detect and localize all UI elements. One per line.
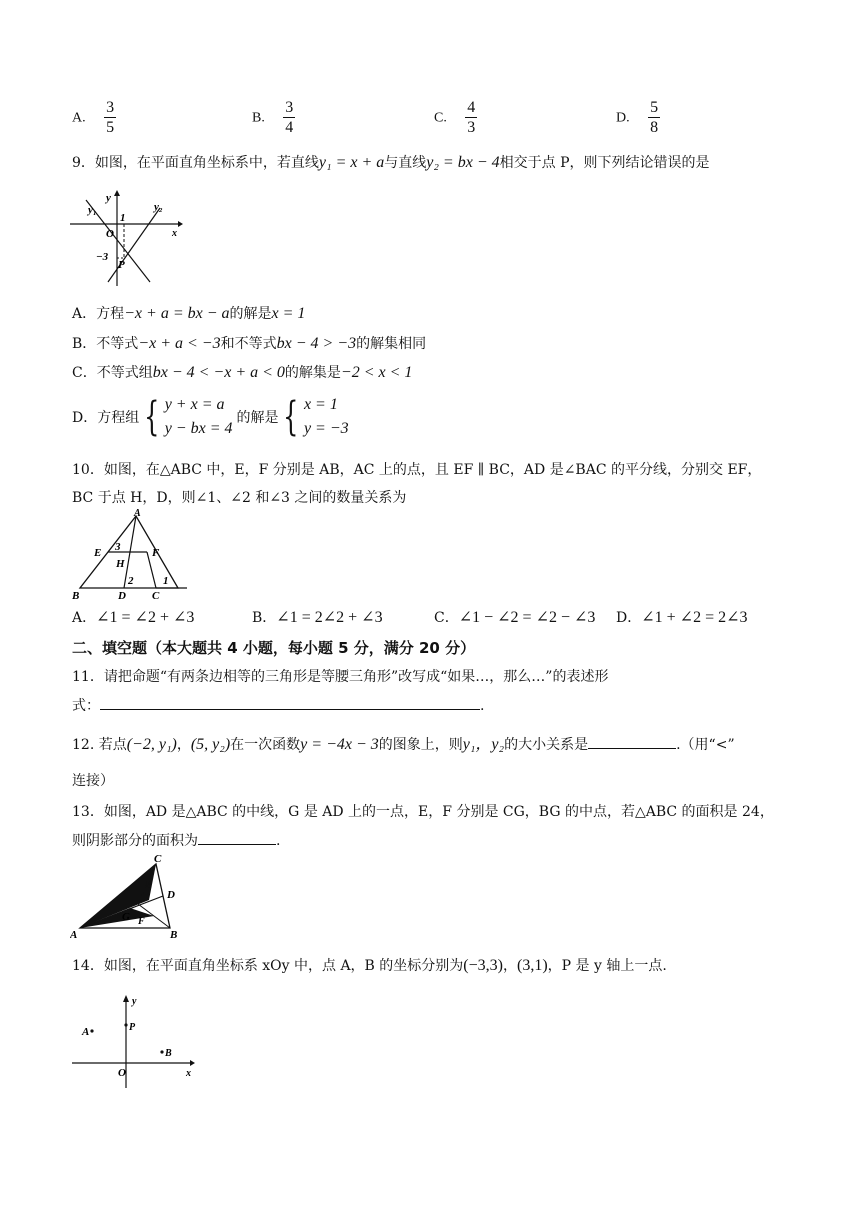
option-label: D． (72, 410, 98, 426)
option-label: A． (72, 306, 97, 322)
denominator: 5 (106, 119, 115, 136)
solution: x = 1 (271, 305, 306, 322)
solution-system (304, 393, 349, 441)
y-axis-arrow-icon (123, 995, 129, 1002)
q12-stem-line1 (72, 731, 735, 754)
q11-stem-line1: 11．请把命题“有两条边相等的三角形是等腰三角形”改写成“如果…，那么…”的表述形 (72, 669, 609, 685)
q8-option-d[interactable] (616, 98, 660, 137)
q14-stem (72, 955, 667, 975)
label-one: 1 (120, 212, 126, 224)
label-b: B (72, 590, 80, 600)
text: 的解是 (236, 410, 279, 426)
section-2-title: 二、填空题（本大题共 4 小题，每小题 5 分，满分 20 分） (72, 639, 476, 657)
label-a: A (70, 929, 78, 941)
numerator: 4 (467, 99, 476, 116)
label-h: H (116, 558, 125, 570)
label-b: B (170, 929, 178, 941)
label-a: A (82, 1026, 90, 1038)
label-angle-3: 3 (115, 541, 121, 553)
numerator: 3 (106, 99, 115, 116)
q14-figure (68, 990, 198, 1090)
variables: y₁，y₂ (462, 736, 505, 753)
q9-line2-eq: y₂ = bx − 4 (426, 154, 500, 171)
option-label: B． (72, 336, 97, 352)
left-brace: { (144, 394, 160, 440)
q11-stem-line2 (72, 695, 484, 715)
label-origin: O (118, 1067, 126, 1079)
equation-system (165, 393, 233, 441)
text: ， (502, 958, 517, 974)
point-p (124, 1023, 127, 1026)
q9-text-1: 9．如图，在平面直角坐标系中，若直线 (72, 155, 319, 171)
option-label: B. (252, 110, 265, 126)
solution-2: y = −3 (303, 420, 349, 437)
label-angle-1: 1 (163, 575, 169, 587)
label-y1: y₁ (88, 204, 97, 216)
q8-option-b[interactable] (252, 98, 295, 137)
q11-prefix: 式： (72, 698, 100, 714)
label-x: x (172, 228, 177, 239)
linear-function: y = −4x − 3 (300, 736, 379, 753)
inequality-2: bx − 4 > −3 (276, 335, 357, 352)
system-eq-1: y + x = a (164, 396, 225, 413)
q10-option-d[interactable] (616, 607, 748, 627)
q13-answer-blank[interactable] (198, 830, 276, 845)
q13-stem-line1: 13．如图，AD 是△ABC 的中线，G 是 AD 上的一点，E，F 分别是 CG，BG 的中点，若△ABC 的面积是 24， (72, 804, 774, 820)
q10-option-c[interactable] (434, 607, 595, 627)
q10-stem-line1: 10．如图，在△ABC 中，E，F 分别是 AB，AC 上的点，且 EF ∥ BC，AD 是∠BAC 的平分线，分别交 EF， (72, 462, 762, 478)
q9-text-3: 相交于点 P，则下列结论错误的是 (499, 155, 710, 171)
text: 方程 (96, 306, 125, 322)
q11-answer-blank[interactable] (100, 695, 480, 710)
q9-figure (68, 186, 183, 291)
inequality-system: bx − 4 < −x + a < 0 (152, 364, 285, 381)
q8-option-c[interactable] (434, 98, 477, 137)
q9-option-b[interactable] (72, 333, 426, 353)
option-label: C. (434, 110, 447, 126)
label-c: C (152, 590, 160, 600)
label-p: P (118, 259, 125, 271)
label-e: E (145, 879, 153, 891)
text: .（用“<” (676, 737, 735, 753)
denominator: 8 (650, 119, 659, 136)
text: 的解集是 (284, 365, 341, 381)
label-a: A (134, 508, 141, 519)
label-d: D (118, 590, 126, 600)
option-expr: ∠1 = ∠2 + ∠3 (96, 609, 195, 626)
solution-1: x = 1 (303, 396, 338, 413)
option-label: D. (616, 110, 630, 126)
option-label: C． (72, 365, 97, 381)
q9-option-a[interactable] (72, 303, 305, 323)
q10-figure (72, 508, 192, 600)
y-axis-arrow-icon (114, 190, 120, 196)
q13-stem-line2 (72, 830, 280, 850)
text: ， (176, 737, 191, 753)
q12-stem-line2: 连接） (72, 773, 114, 789)
fraction (283, 98, 295, 137)
text: 方程组 (97, 410, 140, 426)
q12-answer-blank[interactable] (588, 734, 676, 749)
text: 不等式 (96, 336, 139, 352)
solution-set: −2 < x < 1 (340, 364, 413, 381)
label-angle-2: 2 (128, 575, 134, 587)
q10-stem-line2: BC 于点 H，D，则∠1、∠2 和∠3 之间的数量关系为 (72, 490, 407, 506)
text: 的解是 (229, 306, 272, 322)
q13-end: . (276, 833, 281, 849)
fraction (104, 98, 116, 137)
label-b: B (165, 1048, 172, 1059)
denominator: 4 (285, 119, 294, 136)
label-origin: O (106, 228, 114, 240)
option-label: B． (252, 610, 277, 626)
q10-option-a[interactable] (72, 607, 194, 627)
label-y: y (132, 996, 137, 1007)
option-expr: ∠1 = 2∠2 + ∠3 (276, 609, 383, 626)
q11-end: . (480, 698, 485, 714)
label-p: P (129, 1022, 136, 1033)
label-y: y (106, 192, 111, 204)
option-label: D． (616, 610, 642, 626)
system-eq-2: y − bx = 4 (164, 420, 233, 437)
point-2: (5, y₂) (190, 736, 231, 753)
option-label: A. (72, 110, 86, 126)
text: 的解集相同 (356, 336, 427, 352)
q10-option-b[interactable] (252, 607, 383, 627)
text: 不等式组 (96, 365, 153, 381)
text: 的大小关系是 (504, 737, 589, 753)
label-e: E (94, 547, 102, 559)
label-f: F (138, 916, 145, 927)
text: 的图象上，则 (378, 737, 463, 753)
text: ，P 是 y 轴上一点. (547, 958, 667, 974)
label-f: F (152, 547, 160, 559)
numerator: 5 (650, 99, 659, 116)
denominator: 3 (467, 119, 476, 136)
label-y2: y₂ (154, 201, 163, 213)
text: 和不等式 (220, 336, 277, 352)
fraction (465, 98, 477, 137)
coord-b: (3,1) (516, 957, 548, 974)
q9-option-d[interactable] (72, 393, 349, 441)
label-c: C (154, 853, 162, 865)
option-expr: ∠1 + ∠2 = 2∠3 (641, 609, 748, 626)
left-brace: { (283, 394, 299, 440)
label-g: G (122, 911, 130, 923)
coord-a: (−3,3) (463, 957, 503, 974)
point-b (160, 1050, 163, 1053)
option-label: C． (434, 610, 459, 626)
line-y2 (108, 208, 160, 282)
numerator: 3 (285, 99, 294, 116)
q9-stem (72, 152, 710, 172)
fraction (648, 98, 660, 137)
equation: −x + a = bx − a (124, 305, 230, 322)
q9-text-2: 与直线 (384, 155, 427, 171)
x-axis-arrow-icon (190, 1060, 195, 1066)
q13-figure (70, 852, 185, 942)
point-a (90, 1029, 93, 1032)
q13-prefix: 则阴影部分的面积为 (72, 833, 198, 849)
option-label: A． (72, 610, 97, 626)
inequality-1: −x + a < −3 (138, 335, 221, 352)
text: 14．如图，在平面直角坐标系 xOy 中，点 A，B 的坐标分别为 (72, 958, 464, 974)
x-axis-arrow-icon (178, 221, 183, 227)
text: 在一次函数 (230, 737, 301, 753)
q8-option-a[interactable] (72, 98, 116, 137)
label-x: x (186, 1068, 191, 1079)
label-neg3: −3 (96, 251, 109, 263)
label-d: D (167, 889, 175, 901)
point-1: (−2, y₁) (126, 736, 177, 753)
text: 12. 若点 (72, 737, 127, 753)
q9-option-c[interactable] (72, 362, 412, 382)
q9-line1-eq: y₁ = x + a (318, 154, 385, 171)
option-expr: ∠1 − ∠2 = ∠2 − ∠3 (458, 609, 596, 626)
